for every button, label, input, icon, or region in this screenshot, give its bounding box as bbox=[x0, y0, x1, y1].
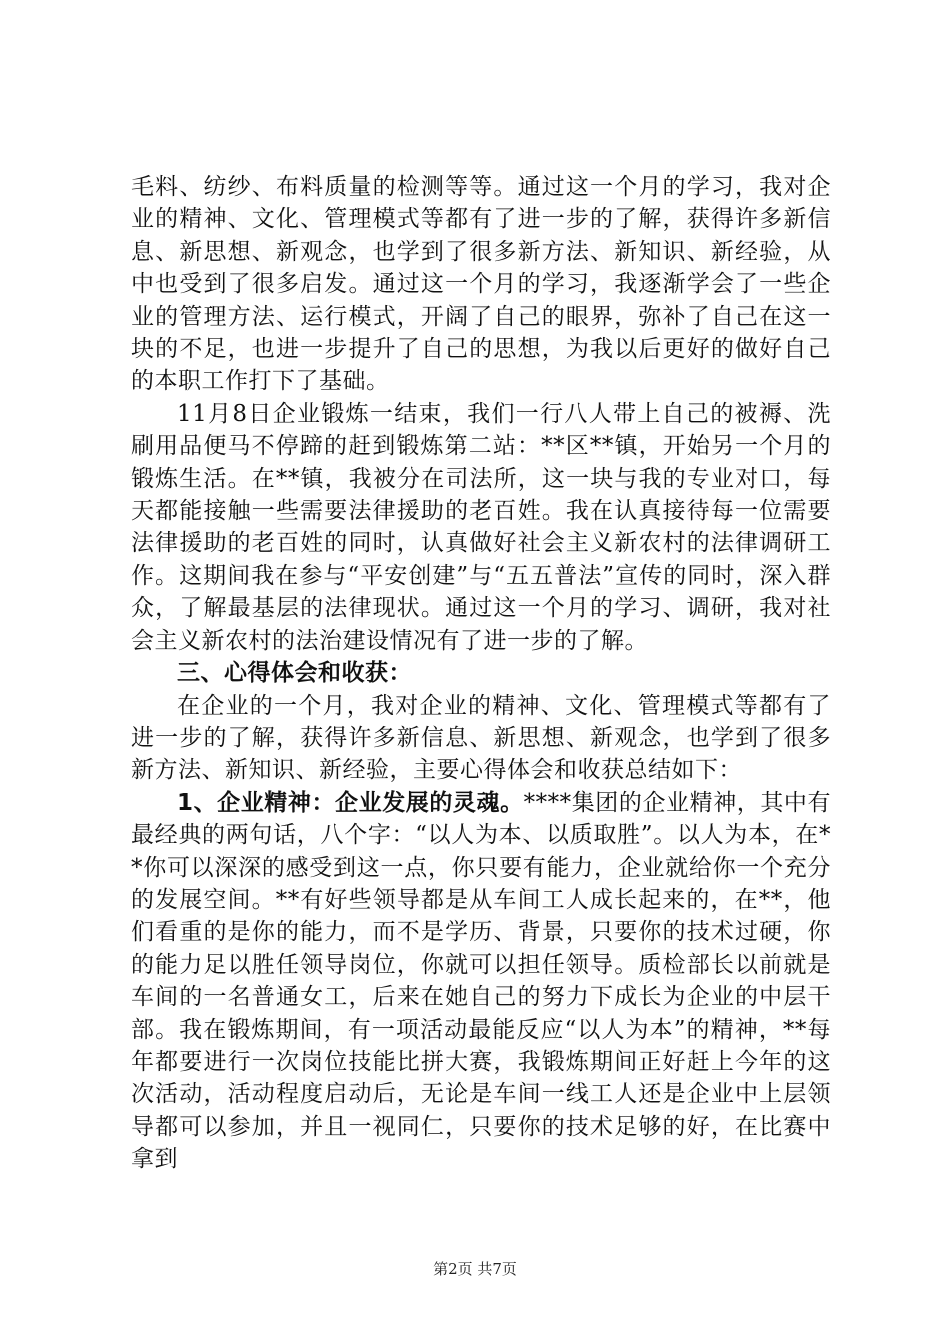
paragraph-4-lead: 1、企业精神：企业发展的灵魂。 bbox=[177, 789, 524, 816]
paragraph-2: 11月8日企业锻炼一结束，我们一行八人带上自己的被褥、洗刷用品便马不停蹄的赶到锻炼第二站：**区**镇，开始另一个月的锻炼生活。在**镇，我被分在司法所，这一块与我的专业对口，每天都能接触一些需要法律援助的老百姓。我在认真接待每一位需要法律援助的老百姓的同时，认真做好社会主义新农村的法律调研工作。这期间我在参与“平安创建”与“五五普法”宣传的同时，深入群众，了解最基层的法律现状。通过这一个月的学习、调研，我对社会主义新农村的法治建设情况有了进一步的了解。 bbox=[131, 400, 831, 654]
section-heading-3: 三、心得体会和收获： bbox=[177, 660, 412, 687]
paragraph-3: 在企业的一个月，我对企业的精神、文化、管理模式等都有了进一步的了解，获得许多新信息、新思想、新观念，也学到了很多新方法、新知识、新经验，主要心得体会和收获总结如下： bbox=[131, 692, 831, 784]
document-body bbox=[131, 171, 831, 1176]
paragraph-4-body: ****集团的企业精神，其中有最经典的两句话，八个字：“以人为本、以质取胜”。以人为本，在**你可以深深的感受到这一点，你只要有能力，企业就给你一个充分的发展空间。**有好些领导都是从车间工人成长起来的，在**，他们看重的是你的能力，而不是学历、背景，只要你的技术过硬，你的能力足以胜任领导岗位，你就可以担任领导。质检部长以前就是车间的一名普通女工，后来在她自己的努力下成长为企业的中层干部。我在锻炼期间，有一项活动最能反应“以人为本”的精神，**每年都要进行一次岗位技能比拼大赛，我锻炼期间正好赶上今年的这次活动，活动程度启动后，无论是车间一线工人还是企业中上层领导都可以参加，并且一视同仁，只要你的技术足够的好，在比赛中拿到 bbox=[131, 789, 831, 1173]
paragraph-1: 毛料、纺纱、布料质量的检测等等。通过这一个月的学习，我对企业的精神、文化、管理模式等都有了进一步的了解，获得许多新信息、新思想、新观念，也学到了很多新方法、新知识、新经验，从中也受到了很多启发。通过这一个月的学习，我逐渐学会了一些企业的管理方法、运行模式，开阔了自己的眼界，弥补了自己在这一块的不足，也进一步提升了自己的思想，为我以后更好的做好自己的本职工作打下了基础。 bbox=[131, 174, 831, 395]
page-footer: 第2页 共7页 bbox=[433, 1260, 517, 1278]
paragraph-4 bbox=[131, 787, 831, 1176]
